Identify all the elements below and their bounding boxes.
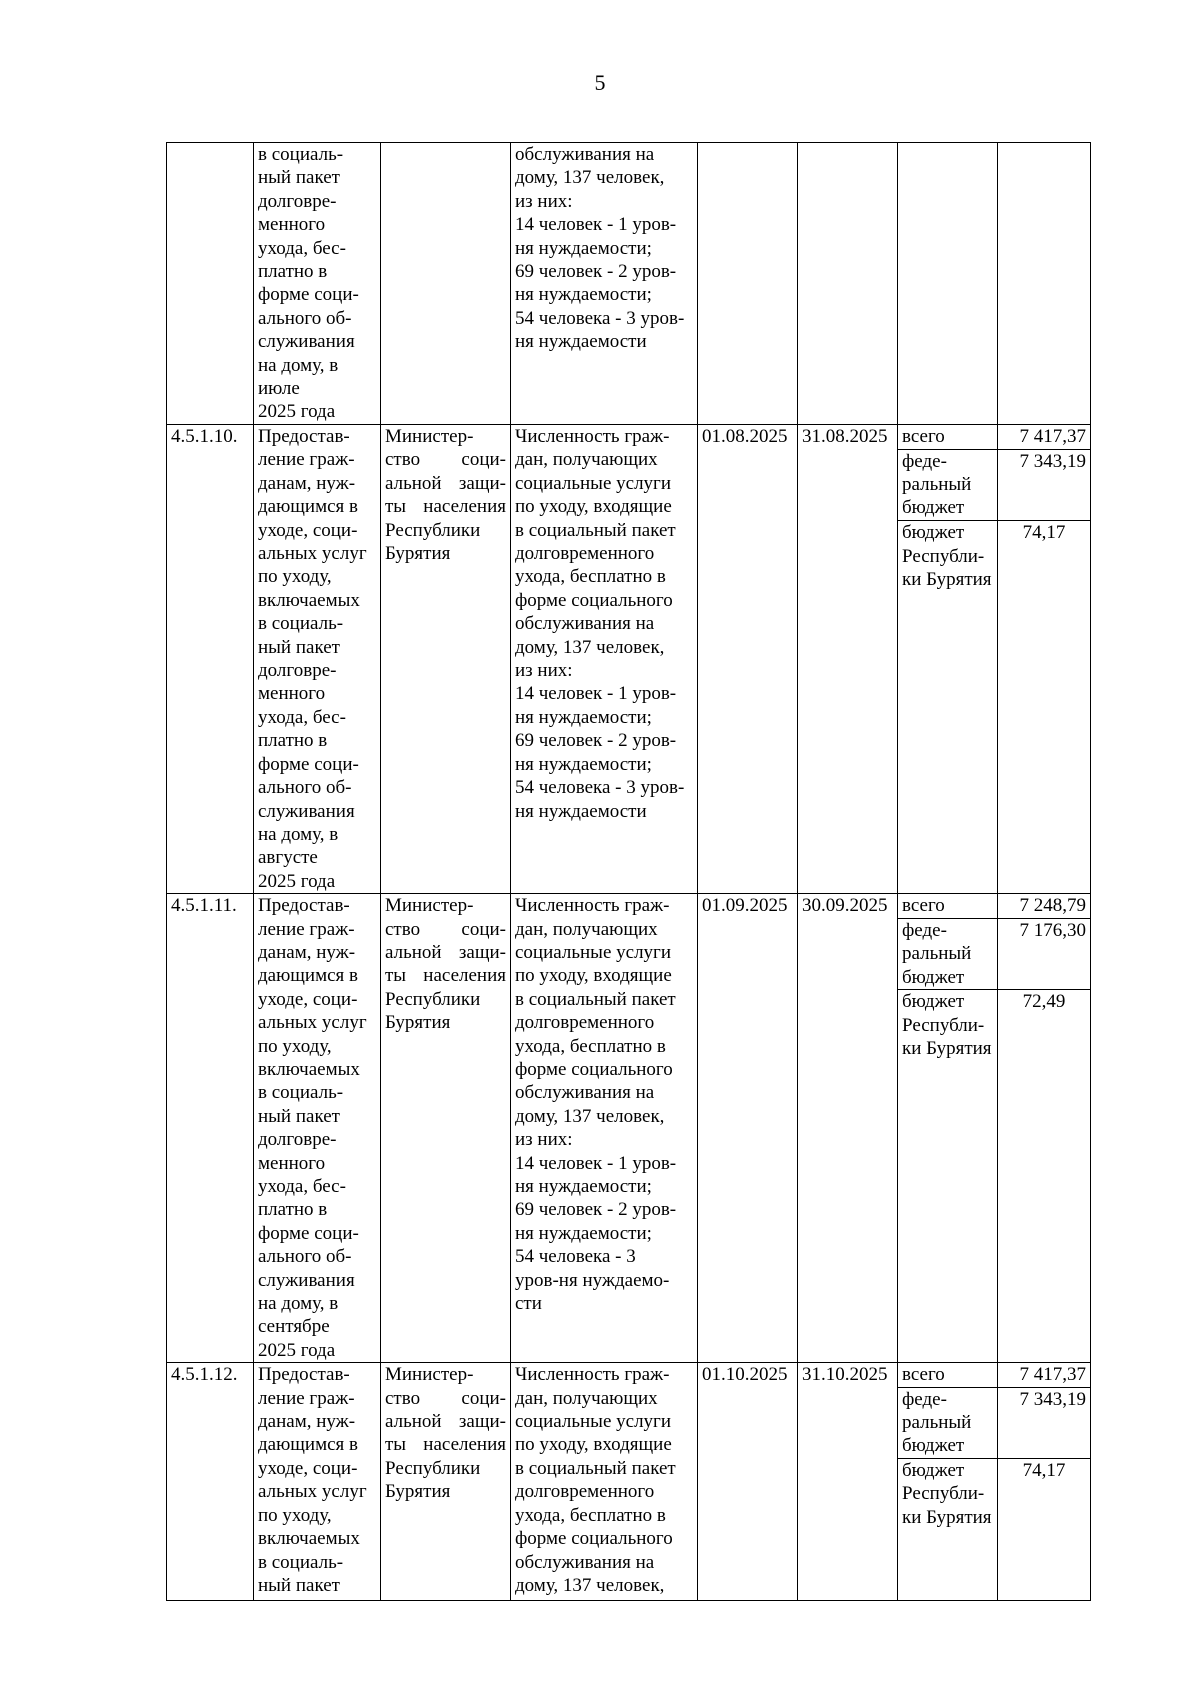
cell-id: 4.5.1.11.	[167, 894, 254, 1363]
cell-funding-source: всего	[898, 425, 998, 450]
cell-id: 4.5.1.12.	[167, 1363, 254, 1601]
table-row-continuation	[167, 143, 1091, 425]
cell-measure: Предостав- ление граж- данам, нуж- дающимся в уходе, соци- альных услуг по уходу, включаемых в социаль- ный пакет долговре- менного ухода, бес- платно в форме соци- ального об- служивания на дому, в августе 2025 года	[254, 425, 381, 894]
cell-funding-source	[898, 143, 998, 425]
cell-funding-amount: 7 417,37	[998, 1363, 1091, 1387]
cell-executor: Министер- ство соци- альной защи- ты населения Республики Бурятия	[381, 1363, 511, 1601]
cell-funding-source: феде- ральный бюджет	[898, 1387, 998, 1458]
cell-funding-amount: 72,49	[998, 990, 1091, 1363]
cell-funding-amount	[998, 143, 1091, 425]
cell-start: 01.09.2025	[698, 894, 798, 1363]
cell-funding-source: бюджет Республи- ки Бурятия	[898, 1458, 998, 1600]
cell-funding-amount: 7 176,30	[998, 918, 1091, 990]
cell-end: 31.08.2025	[798, 425, 898, 894]
cell-indicator: Численность граж- дан, получающих социальные услуги по уходу, входящие в социальный пакет долговременного ухода, бесплатно в форме социального обслуживания на дому, 137 человек,	[511, 1363, 698, 1601]
cell-executor: Министер- ство соци- альной защи- ты населения Республики Бурятия	[381, 894, 511, 1363]
cell-measure: в социаль- ный пакет долговре- менного ухода, бес- платно в форме соци- ального об- служивания на дому, в июле 2025 года	[254, 143, 381, 425]
program-table	[166, 142, 1091, 1601]
cell-measure: Предостав- ление граж- данам, нуж- дающимся в уходе, соци- альных услуг по уходу, включаемых в социаль- ный пакет	[254, 1363, 381, 1601]
page-number: 5	[594, 70, 606, 95]
indicator-text: Численность граж- дан, получающих социальные услуги по уходу, входящие в социальный пакет долговременного ухода, бесплатно в форме социального обслуживания на дому, 137 человек, из них: 14 человек - 1 уров- ня нуждаемости; 69 человек - 2 уров- ня нуждаемости;	[515, 895, 677, 1244]
cell-start	[698, 143, 798, 425]
cell-funding-source: бюджет Республи- ки Бурятия	[898, 521, 998, 894]
cell-funding-amount: 74,17	[998, 1458, 1091, 1600]
cell-funding-source: бюджет Республи- ки Бурятия	[898, 990, 998, 1363]
table-row	[167, 425, 1091, 450]
table-row	[167, 1363, 1091, 1387]
cell-indicator: Численность граж- дан, получающих социальные услуги по уходу, входящие в социальный пакет долговременного ухода, бесплатно в форме социального обслуживания на дому, 137 человек, из них: 14 человек - 1 уров- ня нуждаемости; 69 человек - 2 уров- ня нуждаемости; 54 человека - 3 уров- ня нуждаемости	[511, 425, 698, 894]
cell-indicator: обслуживания на дому, 137 человек, из них: 14 человек - 1 уров- ня нуждаемости; 69 человек - 2 уров- ня нуждаемости; 54 человека - 3 уров- ня нуждаемости	[511, 143, 698, 425]
cell-measure: Предостав- ление граж- данам, нуж- дающимся в уходе, соци- альных услуг по уходу, включаемых в социаль- ный пакет долговре- менного ухода, бес- платно в форме соци- ального об- служивания на дому, в сентябре 2025 года	[254, 894, 381, 1363]
cell-indicator	[511, 894, 698, 1363]
cell-end: 30.09.2025	[798, 894, 898, 1363]
cell-funding-amount: 7 343,19	[998, 1387, 1091, 1458]
cell-funding-source: всего	[898, 894, 998, 919]
table-row	[167, 894, 1091, 919]
cell-start: 01.08.2025	[698, 425, 798, 894]
cell-funding-amount: 7 343,19	[998, 449, 1091, 521]
cell-start: 01.10.2025	[698, 1363, 798, 1601]
cell-funding-amount: 7 248,79	[998, 894, 1091, 919]
cell-id: 4.5.1.10.	[167, 425, 254, 894]
cell-funding-amount: 74,17	[998, 521, 1091, 894]
indicator-end: сти	[515, 1293, 542, 1315]
cell-id	[167, 143, 254, 425]
cell-end	[798, 143, 898, 425]
cell-funding-source: феде- ральный бюджет	[898, 918, 998, 990]
cell-executor: Министер- ство соци- альной защи- ты населения Республики Бурятия	[381, 425, 511, 894]
cell-end: 31.10.2025	[798, 1363, 898, 1601]
cell-funding-amount: 7 417,37	[998, 425, 1091, 450]
indicator-tail: 54 человека - 3 уров-ня нуждаемо-	[515, 1246, 670, 1291]
cell-funding-source: всего	[898, 1363, 998, 1387]
cell-executor	[381, 143, 511, 425]
cell-funding-source: феде- ральный бюджет	[898, 449, 998, 521]
